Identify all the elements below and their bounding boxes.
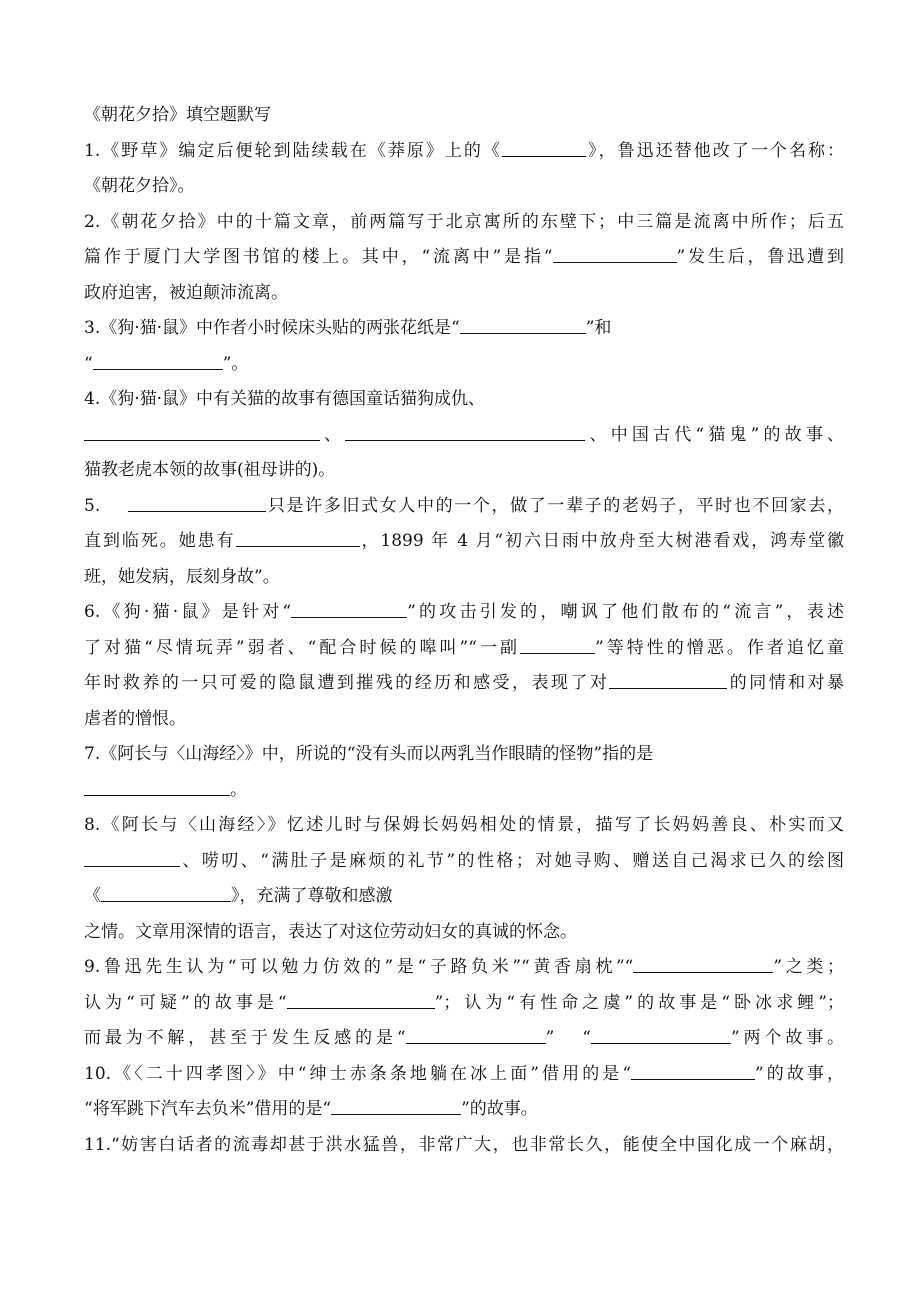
question-2: 2.《朝花夕拾》中的十篇文章，前两篇写于北京寓所的东壁下；中三篇是流离中所作；后五 篇作于厦门大学图书馆的楼上。其中，“流离中”是指“ ”发生后，鲁迅遭到 政府迫害，被迫颠沛流离。	[84, 211, 844, 303]
blank[interactable]	[591, 1023, 731, 1044]
blank[interactable]	[84, 846, 180, 867]
blank[interactable]	[128, 491, 266, 512]
blank[interactable]	[236, 526, 360, 547]
blank[interactable]	[520, 633, 595, 654]
blank[interactable]	[84, 775, 230, 796]
question-11: 11.“妨害白话者的流毒却甚于洪水猛兽，非常广大，也非常长久，能使全中国化成一个麻胡，	[84, 1134, 844, 1155]
blank[interactable]	[502, 136, 586, 157]
blank[interactable]	[460, 313, 586, 334]
blank[interactable]	[84, 420, 320, 441]
question-8: 8.《阿长与〈山海经〉》忆述儿时与保姆长妈妈相处的情景，描写了长妈妈善良、朴实而又 、唠叨、“满肚子是麻烦的礼节”的性格；对她寻购、赠送自己渴求已久的绘图 《 》，充满了尊敬和感激 之情。文章用深情的语言，表达了对这位劳动妇女的真诚的怀念。	[84, 815, 844, 942]
blank[interactable]	[633, 952, 773, 973]
question-1: 1.《野草》编定后便轮到陆续载在《莽原》上的《 》，鲁迅还替他改了一个名称： 《朝花夕拾》。	[84, 134, 844, 205]
blank[interactable]	[291, 597, 407, 618]
blank[interactable]	[101, 881, 231, 902]
blank[interactable]	[287, 988, 435, 1009]
blank[interactable]	[553, 242, 677, 263]
blank[interactable]	[406, 1023, 546, 1044]
question-5: 5. 只是许多旧式女人中的一个，做了一辈子的老妈子，平时也不回家去， 直到临死。她患有 ，1899 年 4 月“初六日雨中放舟至大树港看戏，鸿寿堂徽 班，她发病，辰刻身故”。	[84, 489, 844, 596]
question-6: 6.《狗·猫·鼠》是针对“ ”的攻击引发的，嘲讽了他们散布的“流言”，表述 了对猫“尽情玩弄”弱者、“配合时候的嗥叫”“一副 ”等特性的憎恶。作者追忆童 年时救养的一只可爱的隐鼠遭到摧残的经历和感受，表现了对 的同情和对暴 虐者的憎恨。	[84, 595, 844, 737]
worksheet	[84, 98, 844, 1163]
blank[interactable]	[345, 420, 585, 441]
question-3: 3.《狗·猫·鼠》中作者小时候床头贴的两张花纸是“ ”和 “ ”。	[84, 311, 844, 382]
worksheet-title: 《朝花夕拾》填空题默写	[84, 105, 271, 125]
question-7: 7.《阿长与〈山海经〉》中，所说的“没有头而以两乳当作眼睛的怪物”指的是 。	[84, 744, 654, 800]
question-4: 4.《狗·猫·鼠》中有关猫的故事有德国童话猫狗成仇、 、 、中国古代“猫鬼”的故事、 猫教老虎本领的故事(祖母讲的)。	[84, 389, 845, 480]
question-9: 9.鲁迅先生认为“可以勉力仿效的”是“子路负米”“黄香扇枕”“ ”之类； 认为“可疑”的故事是“ ”；认为“有性命之虞”的故事是“卧冰求鲤”； 而最为不解，甚至于发生反感的是“ ” “ ”两个故事。	[84, 950, 844, 1057]
blank[interactable]	[331, 1094, 461, 1115]
blank[interactable]	[609, 668, 727, 689]
blank[interactable]	[631, 1059, 755, 1080]
blank[interactable]	[93, 349, 223, 370]
question-10: 10.《〈二十四孝图〉》中“绅士赤条条地躺在冰上面”借用的是“ ”的故事， “将军跳下汽车去负米”借用的是“ ”的故事。	[84, 1057, 844, 1128]
